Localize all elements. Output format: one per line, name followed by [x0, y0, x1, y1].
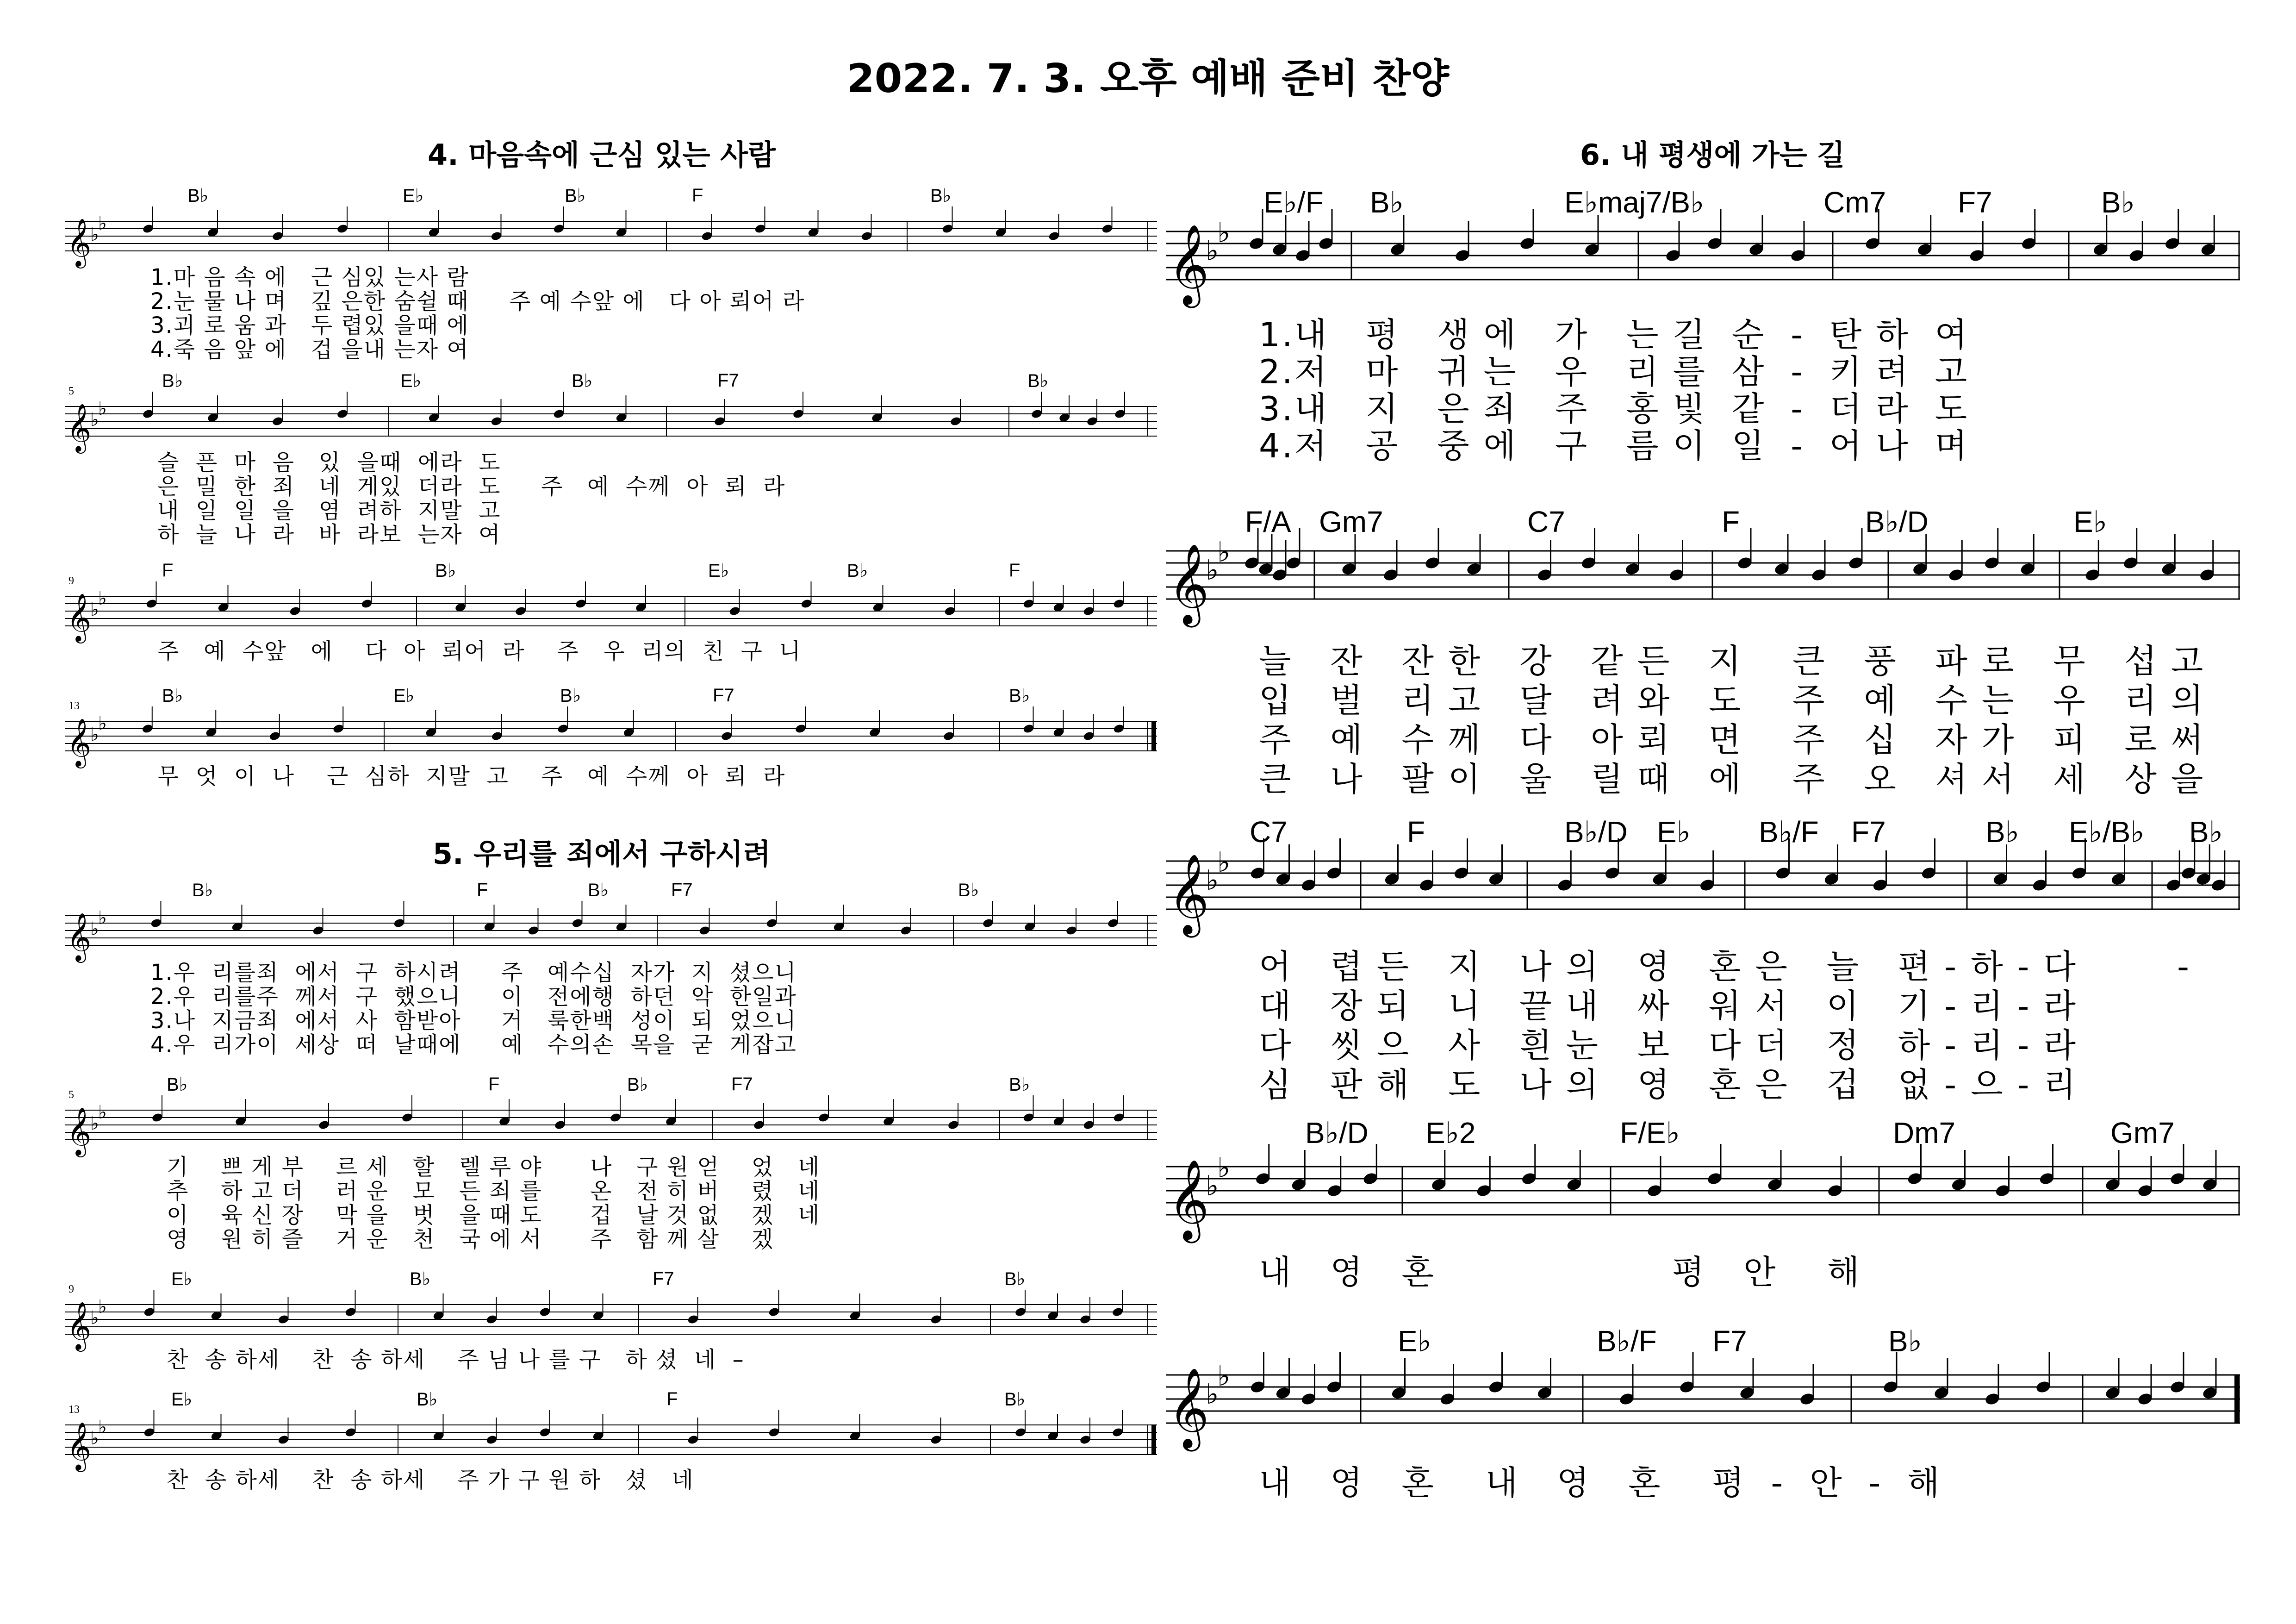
chord: F — [1009, 560, 1020, 581]
flat-icon: ♭ — [1217, 217, 1231, 249]
chord: F — [1407, 815, 1425, 849]
lyric-line: 심 판 해 도 나 의 영 혼 은 겁 없 - 으 - 리 — [1259, 1065, 2078, 1104]
chord: E♭ — [1657, 815, 1691, 849]
song-6-system-5 — [1166, 1324, 2240, 1509]
song-4-system-4 — [65, 681, 1157, 796]
song-5-system-3 — [65, 1264, 1157, 1380]
song-4-system-3 — [65, 556, 1157, 671]
lyric-line: 찬 송 하세 찬 송 하세 주 님 나 를 구 하 셨 네 – — [167, 1347, 745, 1373]
chord: F7 — [731, 1074, 753, 1094]
music-staff — [65, 907, 1157, 961]
lyric-line: 찬 송 하세 찬 송 하세 주 가 구 원 하 셨 네 — [167, 1467, 694, 1493]
treble-clef-icon: 𝄞 — [67, 1301, 92, 1350]
flat-icon: ♭ — [1206, 235, 1219, 267]
chord: B♭ — [1009, 686, 1030, 706]
song-4-system-1 — [65, 181, 1157, 366]
treble-clef-icon: 𝄞 — [1168, 1159, 1209, 1240]
chord: B♭ — [2189, 815, 2223, 849]
chord: B♭ — [627, 1074, 648, 1095]
lyric-line: 내 일 일 을 염 려하 지말 고 — [157, 498, 501, 524]
measure-number: 5 — [68, 385, 74, 397]
treble-clef-icon: 𝄞 — [67, 912, 92, 961]
chord: B♭ — [417, 1389, 438, 1410]
chord: B♭ — [958, 880, 979, 900]
chord: E♭ — [1398, 1324, 1431, 1358]
music-staff — [65, 1296, 1157, 1350]
chord: F — [477, 880, 488, 900]
chord: F/E♭ — [1620, 1116, 1680, 1149]
music-staff — [65, 713, 1157, 767]
chord: B♭/F — [1759, 815, 1819, 849]
flat-icon: ♭ — [90, 918, 99, 940]
flat-icon: ♭ — [98, 713, 107, 734]
song-5-title: 5. 우리를 죄에서 구하시려 — [432, 837, 771, 871]
lyric-line: 기 쁘 게 부 르 세 할 렐 루 야 나 구 원 얻 었 네 — [167, 1154, 821, 1180]
song-5-system-2 — [65, 1069, 1157, 1264]
flat-icon: ♭ — [98, 398, 107, 419]
chord: F — [1722, 505, 1740, 538]
flat-icon: ♭ — [98, 1102, 107, 1123]
lyric-line: 2.저 마 귀 는 우 리 를 삼 - 키 려 고 — [1259, 352, 1969, 391]
flat-icon: ♭ — [90, 1113, 99, 1134]
chord: B♭ — [1004, 1269, 1026, 1289]
chord: E♭ — [403, 186, 424, 206]
flat-icon: ♭ — [90, 1428, 99, 1449]
lyric-line: 어 렵 든 지 나 의 영 혼 은 늘 편 - 하 - 다 - — [1259, 947, 2191, 986]
chord: E♭ — [400, 371, 422, 391]
chord: F — [692, 185, 703, 206]
lyric-line: 슬 픈 마 음 있 을때 에라 도 — [157, 450, 501, 475]
chord: F7 — [713, 685, 734, 706]
music-staff — [65, 398, 1157, 452]
measure-number: 9 — [68, 1283, 74, 1295]
song-6-title: 6. 내 평생에 가는 길 — [1580, 138, 1845, 172]
flat-icon: ♭ — [98, 907, 107, 929]
flat-icon: ♭ — [90, 224, 99, 245]
music-staff — [1166, 217, 2240, 305]
chord: F — [488, 1074, 500, 1094]
chord: B♭ — [1985, 815, 2019, 849]
song-6-system-1 — [1166, 185, 2240, 465]
treble-clef-icon: 𝄞 — [67, 403, 92, 452]
lyric-line: 은 밀 한 죄 네 게있 더라 도 주 예 수께 아 뢰 라 — [157, 474, 786, 500]
lyric-line: 3.괴 로 움 과 두 렵있 을때 에 — [150, 312, 469, 338]
lyric-line: 2.눈 물 나 며 깊 은한 숨쉴 때 주 예 수앞 에 다 아 뢰어 라 — [150, 288, 805, 314]
lyric-line: 1.마 음 속 에 근 심있 는사 람 — [150, 264, 469, 290]
chord: F7 — [653, 1268, 674, 1289]
lyric-line: 하 늘 나 라 바 라보 는자 여 — [157, 522, 501, 548]
flat-icon: ♭ — [90, 409, 99, 431]
lyric-line: 4.우 리가이 세상 떠 날때에 예 수의손 목을 굳 게잡고 — [150, 1032, 797, 1058]
chord: B♭ — [1370, 186, 1404, 219]
measure-number: 13 — [68, 1404, 80, 1416]
lyric-line: 주 예 수앞 에 다 아 뢰어 라 주 우 리의 친 구 니 — [157, 638, 802, 664]
chord: B♭ — [162, 371, 183, 391]
flat-icon: ♭ — [90, 599, 99, 620]
song-6-system-4 — [1166, 1111, 2240, 1296]
chord: F — [666, 1389, 678, 1409]
chord: C7 — [1527, 505, 1565, 538]
chord: Gm7 — [1319, 505, 1383, 538]
chord: E♭ — [2073, 505, 2107, 538]
flat-icon: ♭ — [1217, 1152, 1231, 1184]
music-staff — [1166, 1360, 2240, 1448]
treble-clef-icon: 𝄞 — [67, 1107, 92, 1156]
treble-clef-icon: 𝄞 — [1168, 224, 1209, 305]
lyric-line: 큰 나 팔 이 울 릴 때 에 주 오 셔 서 세 상 을 — [1259, 760, 2205, 799]
chord: B♭ — [167, 1074, 188, 1095]
final-barline — [2234, 1375, 2239, 1423]
final-barline — [1151, 721, 1156, 751]
lyric-line: 4.죽 음 앞 에 겁 을내 는자 여 — [150, 337, 469, 362]
lyric-line: 대 장 되 니 끝 내 싸 워 서 이 기 - 리 - 라 — [1259, 987, 2078, 1025]
chord: E♭ — [393, 686, 415, 706]
chord: B♭ — [2101, 186, 2135, 219]
chord: B♭/D — [1865, 505, 1929, 538]
chord: B♭ — [1009, 1074, 1030, 1095]
treble-clef-icon: 𝄞 — [67, 718, 92, 767]
chord: B♭ — [410, 1269, 431, 1289]
song-6-system-3 — [1166, 806, 2240, 1102]
lyric-line: 2.우 리를주 께서 구 했으니 이 전에행 하던 악 한일과 — [150, 984, 797, 1010]
chord: F/A — [1245, 505, 1291, 538]
chord: B♭ — [192, 880, 213, 900]
flat-icon: ♭ — [90, 724, 99, 745]
measure-number: 5 — [68, 1089, 74, 1101]
lyric-line: 늘 잔 잔 한 강 같 든 지 큰 풍 파 로 무 섭 고 — [1259, 642, 2205, 681]
chord: F7 — [671, 880, 693, 900]
treble-clef-icon: 𝄞 — [67, 218, 92, 267]
music-staff — [65, 213, 1157, 267]
lyric-line: 다 씻 으 사 흰 눈 보 다 더 정 하 - 리 - 라 — [1259, 1026, 2078, 1065]
chord: E♭/B♭ — [2069, 815, 2145, 849]
chord: B♭ — [435, 561, 456, 581]
music-staff — [1166, 846, 2240, 934]
measure-number: 13 — [68, 700, 80, 712]
flat-icon: ♭ — [98, 588, 107, 609]
chord: B♭ — [560, 686, 581, 706]
chord: E♭ — [171, 1389, 193, 1410]
lyric-line: 입 벌 리 고 달 려 와 도 주 예 수 는 우 리 의 — [1259, 681, 2205, 720]
chord: B♭ — [1027, 371, 1049, 391]
lyric-line: 내 영 혼 평 안 해 — [1259, 1253, 1861, 1292]
chord: Dm7 — [1893, 1116, 1956, 1149]
chord: F7 — [1958, 186, 1992, 219]
flat-icon: ♭ — [1217, 536, 1231, 568]
chord: F7 — [717, 370, 739, 391]
song-4-title: 4. 마음속에 근심 있는 사람 — [428, 138, 776, 172]
chord: E♭ — [171, 1269, 193, 1289]
chord: E♭2 — [1425, 1116, 1476, 1149]
music-staff — [1166, 1152, 2240, 1240]
flat-icon: ♭ — [98, 213, 107, 234]
chord: B♭ — [572, 371, 593, 391]
chord: E♭/F — [1263, 186, 1324, 219]
measure-number: 9 — [68, 575, 74, 587]
lyric-line: 1.내 평 생 에 가 는 길 순 - 탄 하 여 — [1259, 315, 1969, 354]
song-5-system-1 — [65, 875, 1157, 1069]
chord: B♭ — [1004, 1389, 1026, 1410]
lyric-line: 주 예 수 께 다 아 뢰 면 주 십 자 가 피 로 써 — [1259, 720, 2205, 759]
flat-icon: ♭ — [1206, 864, 1219, 897]
flat-icon: ♭ — [98, 1417, 107, 1438]
chord: F7 — [1851, 815, 1886, 849]
treble-clef-icon: 𝄞 — [1168, 1368, 1209, 1448]
chord: B♭ — [847, 561, 868, 581]
chord: B♭/D — [1305, 1116, 1369, 1149]
song-6-system-2 — [1166, 495, 2240, 799]
flat-icon: ♭ — [1206, 554, 1219, 587]
flat-icon: ♭ — [98, 1296, 107, 1318]
flat-icon: ♭ — [1217, 1360, 1231, 1393]
lyric-line: 추 하 고 더 러 운 모 든 죄 를 온 전 히 버 렸 네 — [167, 1178, 821, 1204]
treble-clef-icon: 𝄞 — [1168, 543, 1209, 624]
treble-clef-icon: 𝄞 — [67, 1422, 92, 1470]
flat-icon: ♭ — [1206, 1378, 1219, 1411]
chord: B♭ — [588, 880, 609, 900]
page-title: 2022. 7. 3. 오후 예배 준비 찬양 — [846, 56, 1450, 102]
song-4-system-2 — [65, 366, 1157, 560]
chord: B♭ — [565, 186, 586, 206]
treble-clef-icon: 𝄞 — [1168, 854, 1209, 934]
flat-icon: ♭ — [1217, 846, 1231, 879]
lyric-line: 이 육 신 장 막 을 벗 을 때 도 겁 날 것 없 겠 네 — [167, 1202, 821, 1228]
chord: B♭ — [1888, 1324, 1922, 1358]
treble-clef-icon: 𝄞 — [67, 593, 92, 642]
music-staff — [65, 1417, 1157, 1470]
music-staff — [65, 588, 1157, 642]
chord: E♭maj7/B♭ — [1564, 186, 1705, 219]
chord: B♭/F — [1597, 1324, 1657, 1358]
music-staff — [65, 1102, 1157, 1156]
flat-icon: ♭ — [90, 1307, 99, 1329]
lyric-line: 3.내 지 은 죄 주 홍 빛 같 - 더 라 도 — [1259, 389, 1969, 428]
lyric-line: 4.저 공 중 에 구 름 이 일 - 어 나 며 — [1259, 426, 1969, 465]
song-5-system-4 — [65, 1384, 1157, 1500]
chord: B♭ — [930, 186, 952, 206]
lyric-line: 3.나 지금죄 에서 사 함받아 거 룩한백 성이 되 었으니 — [150, 1008, 797, 1034]
chord: F — [162, 560, 174, 581]
lyric-line: 내 영 혼 내 영 혼 평 - 안 - 해 — [1259, 1463, 1941, 1502]
final-barline — [1151, 1425, 1156, 1455]
lyric-line: 영 원 히 즐 거 운 천 국 에 서 주 함 께 살 겠 — [167, 1226, 774, 1252]
chord: Cm7 — [1823, 186, 1886, 219]
chord: B♭/D — [1564, 815, 1628, 849]
chord: C7 — [1250, 815, 1288, 849]
chord: Gm7 — [2110, 1116, 2175, 1149]
chord: B♭ — [187, 186, 209, 206]
lyric-line: 무 엇 이 나 근 심하 지말 고 주 예 수께 아 뢰 라 — [157, 763, 786, 789]
flat-icon: ♭ — [1206, 1170, 1219, 1202]
chord: B♭ — [162, 686, 183, 706]
chord: F7 — [1712, 1324, 1747, 1358]
lyric-line: 1.우 리를죄 에서 구 하시려 주 예수십 자가 지 셨으니 — [150, 960, 797, 986]
chord: E♭ — [708, 561, 729, 581]
music-staff — [1166, 536, 2240, 624]
